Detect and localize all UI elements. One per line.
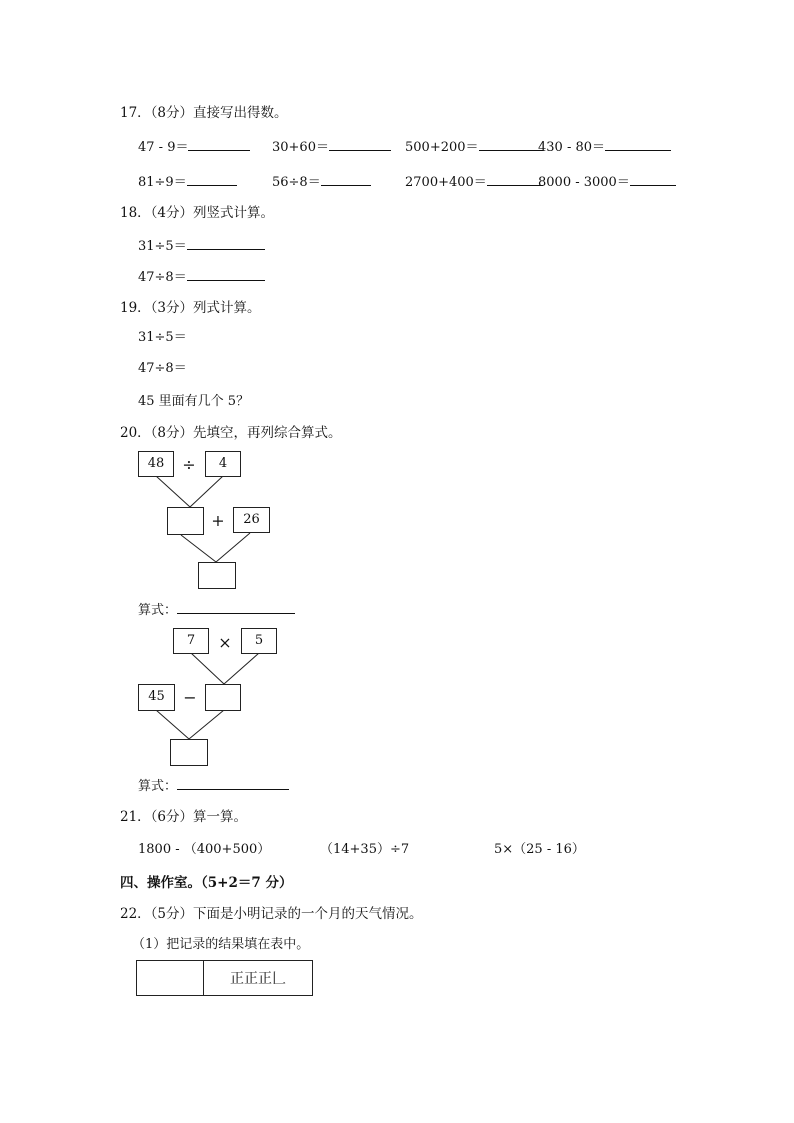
q21-item: （14+35）÷7 — [320, 842, 410, 857]
q17-item: 2700+400＝ — [405, 173, 543, 191]
q17-item: 430 - 80＝ — [538, 138, 671, 156]
tree1-box-a: 48 — [138, 451, 174, 477]
tally-cell: 正正正𠃊 — [204, 961, 313, 996]
tree2-box-b: 5 — [241, 628, 277, 654]
tree1-box-c: 26 — [233, 507, 270, 533]
tree2-box-final[interactable] — [170, 739, 208, 766]
q21-item: 1800 - （400+500） — [138, 842, 271, 857]
formula-line-2: 算式： — [138, 777, 289, 795]
table-cell-empty[interactable] — [137, 961, 204, 996]
tree1-op2: + — [211, 511, 225, 530]
q18-item: 47÷8＝ — [138, 268, 265, 286]
q19-item: 31÷5＝ — [138, 330, 187, 345]
tree2-op1: × — [218, 633, 232, 652]
tree2-box-result1[interactable] — [205, 684, 241, 711]
q19-item: 45 里面有几个 5？ — [138, 394, 250, 409]
formula-blank[interactable] — [177, 777, 289, 790]
q17-item: 81÷9＝ — [138, 173, 237, 191]
q22-header: 22．（5分）下面是小明记录的一个月的天气情况。 — [120, 906, 423, 922]
q17-item: 56÷8＝ — [272, 173, 371, 191]
formula-blank[interactable] — [177, 601, 295, 614]
tree1-box-b: 4 — [205, 451, 241, 477]
q20-header: 20．（8分）先填空，再列综合算式。 — [120, 425, 342, 441]
q21-header: 21．（6分）算一算。 — [120, 809, 248, 825]
tree1-box-result1[interactable] — [167, 507, 204, 535]
tree2-op2: − — [183, 688, 197, 707]
q18-header: 18．（4分）列竖式计算。 — [120, 205, 275, 221]
q18-item: 31÷5＝ — [138, 237, 265, 255]
tree1-op1: ÷ — [182, 455, 196, 474]
q17-item: 8000 - 3000＝ — [538, 173, 676, 191]
tree2-box-a: 7 — [173, 628, 209, 654]
q19-item: 47÷8＝ — [138, 361, 187, 376]
q22-sub1: （1）把记录的结果填在表中。 — [132, 937, 310, 952]
q17-item: 47 - 9＝ — [138, 138, 250, 156]
q19-header: 19．（3分）列式计算。 — [120, 300, 261, 316]
q21-item: 5×（25 - 16） — [494, 842, 585, 857]
tree2-box-c: 45 — [138, 684, 175, 711]
q17-header: 17．（8分）直接写出得数。 — [120, 105, 288, 121]
q17-item: 30+60＝ — [272, 138, 391, 156]
section-4-title: 四、操作室。（5+2＝7 分） — [120, 875, 293, 891]
formula-line-1: 算式： — [138, 601, 295, 619]
q17-item: 500+200＝ — [405, 138, 543, 156]
weather-tally-table — [136, 960, 313, 996]
tree1-box-final[interactable] — [198, 562, 236, 589]
